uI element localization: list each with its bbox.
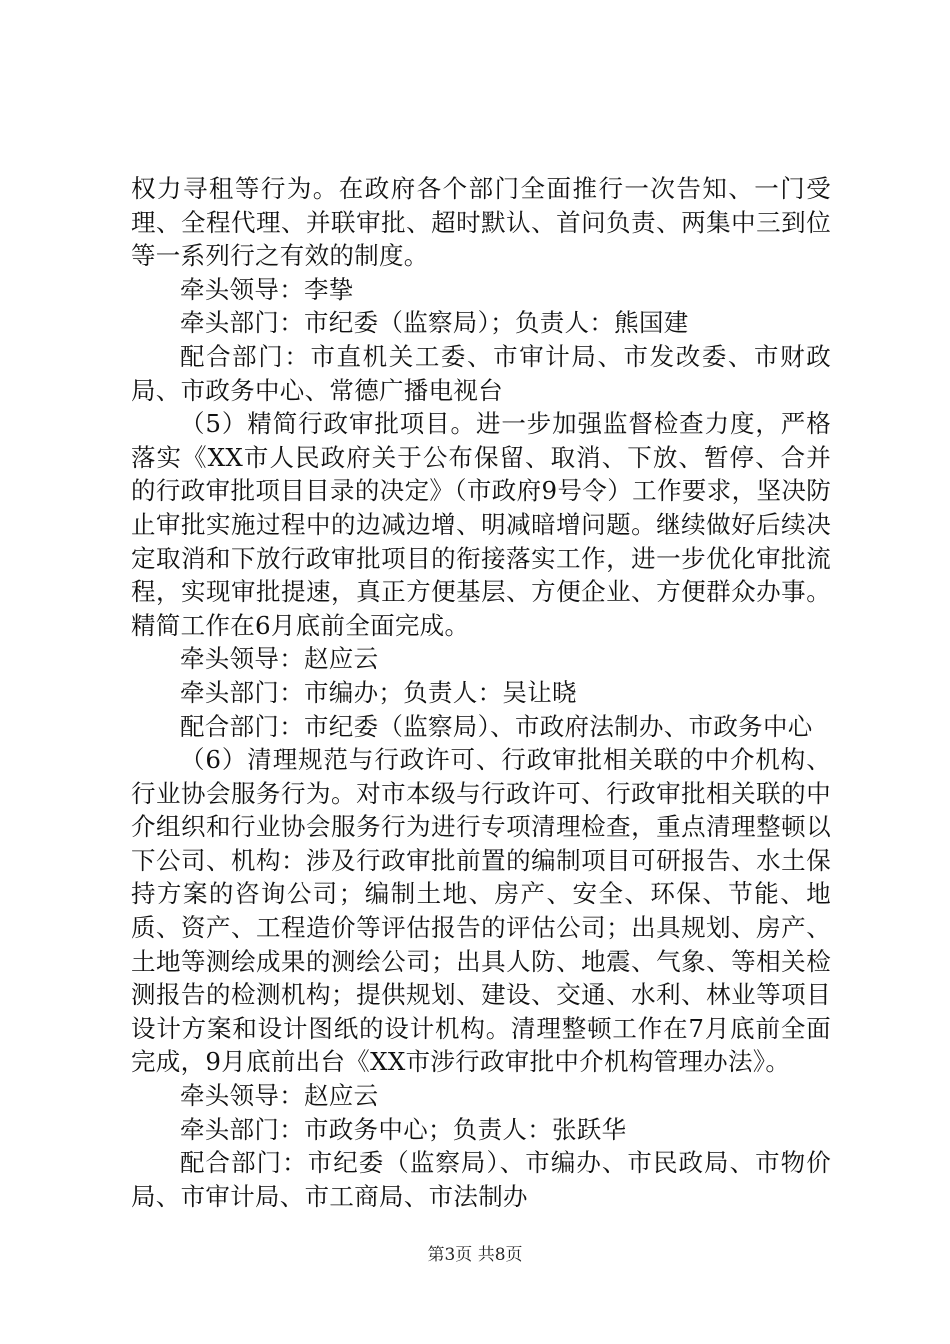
lead-leader-2: 牵头领导：赵应云 xyxy=(180,644,379,674)
cooperating-departments-3: 配合部门：市纪委（监察局）、市编办、市民政局、市物价局、市审计局、市工商局、市法制办 xyxy=(131,1148,831,1211)
lead-department-2: 牵头部门：市编办；负责人：吴让晓 xyxy=(180,677,577,707)
cooperating-departments-1: 配合部门：市直机关工委、市审计局、市发改委、市财政局、市政务中心、常德广播电视台 xyxy=(131,341,831,405)
lead-department-3: 牵头部门：市政务中心；负责人：张跃华 xyxy=(180,1114,627,1144)
item-6-paragraph: （6）清理规范与行政许可、行政审批相关联的中介机构、行业协会服务行为。对市本级与行政许可、行政审批相关联的中介组织和行业协会服务行为进行专项清理检查，重点清理整顿以下公司、机构：涉及行政审批前置的编制项目可研报告、水土保持方案的咨询公司；编制土地、房产、安全、环保、节能、地质、资产、工程造价等评估报告的评估公司；出具规划、房产、土地等测绘成果的测绘公司；出具人防、地震、气象、等相关检测报告的检测机构；提供规划、建设、交通、水利、林业等项目设计方案和设计图纸的设计机构。清理整顿工作在7月底前全面完成，9月底前出台《XX市涉行政审批中介机构管理办法》。 xyxy=(131,745,831,1077)
lead-department-1: 牵头部门：市纪委（监察局）；负责人：熊国建 xyxy=(180,308,689,338)
page-number-footer: 第3页 共8页 xyxy=(427,1245,523,1265)
document-body xyxy=(131,172,831,1213)
lead-leader-3: 牵头领导：赵应云 xyxy=(180,1081,379,1111)
lead-leader-1: 牵头领导：李挚 xyxy=(180,274,354,304)
item-5-paragraph: （5）精简行政审批项目。进一步加强监督检查力度，严格落实《XX市人民政府关于公布保留、取消、下放、暂停、合并的行政审批项目目录的决定》（市政府9号令）工作要求，坚决防止审批实施过程中的边减边增、明减暗增问题。继续做好后续决定取消和下放行政审批项目的衔接落实工作，进一步优化审批流程，实现审批提速，真正方便基层、方便企业、方便群众办事。精简工作在6月底前全面完成。 xyxy=(131,409,831,640)
paragraph-continuation: 权力寻租等行为。在政府各个部门全面推行一次告知、一门受理、全程代理、并联审批、超时默认、首问负责、两集中三到位等一系列行之有效的制度。 xyxy=(131,174,831,271)
cooperating-departments-2: 配合部门：市纪委（监察局）、市政府法制办、市政务中心 xyxy=(180,711,813,741)
